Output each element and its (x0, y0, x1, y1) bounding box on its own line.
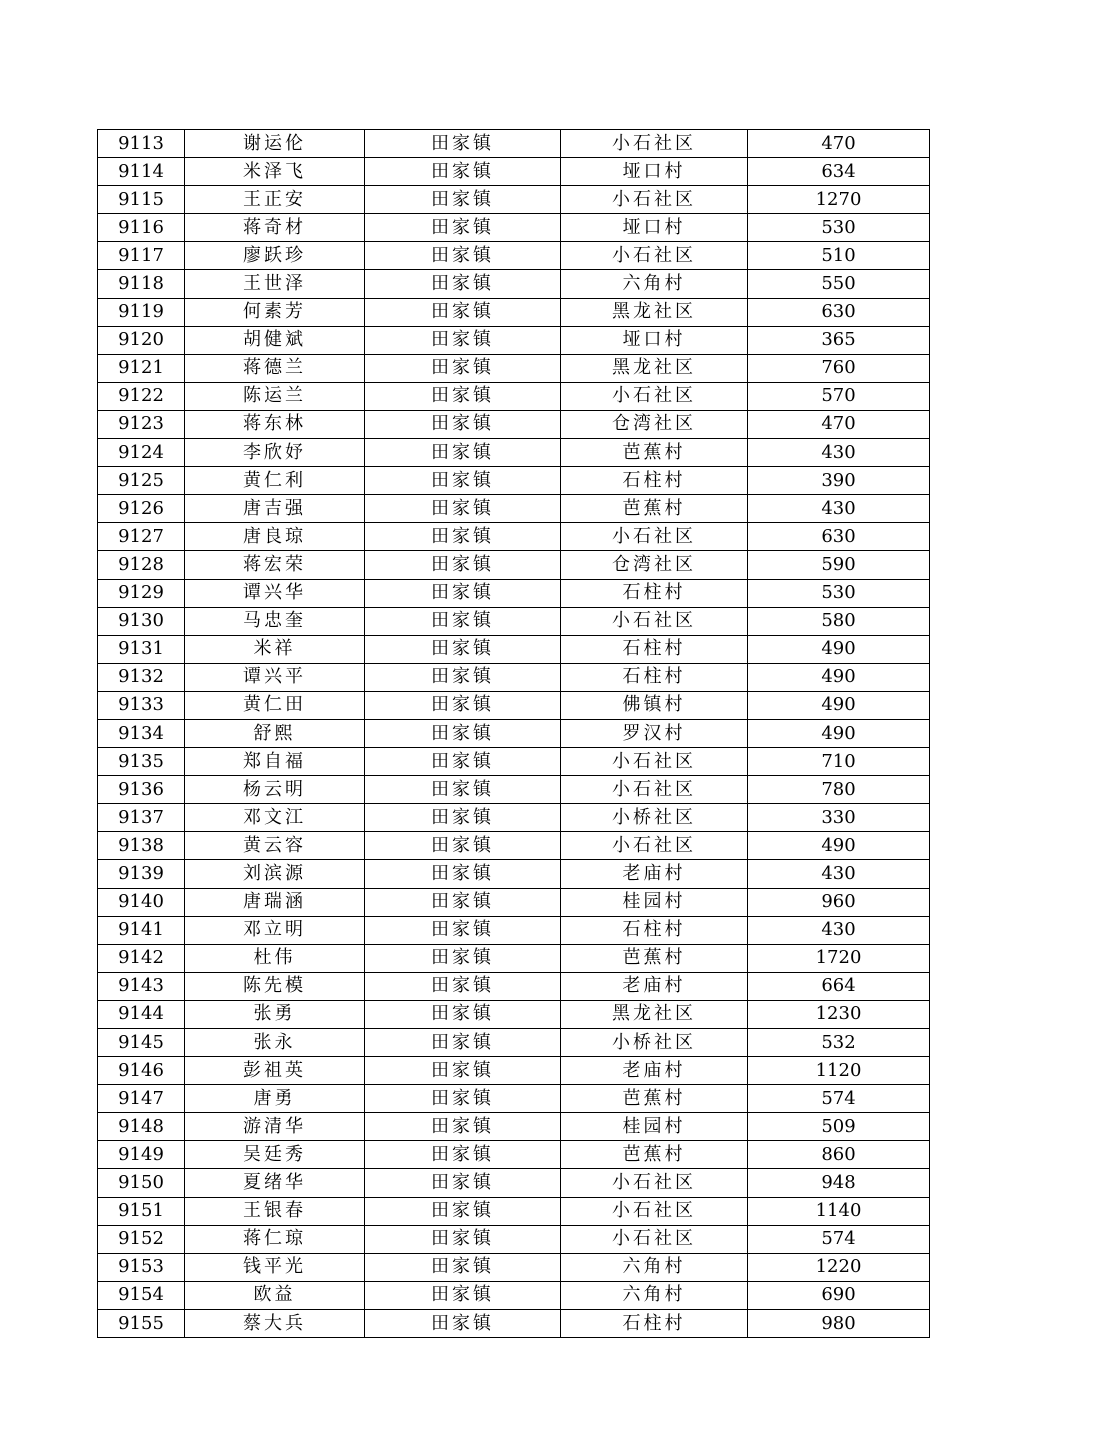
village-cell: 石柱村 (561, 467, 748, 495)
amount-cell: 710 (748, 748, 930, 776)
name-cell: 唐瑞涵 (185, 888, 365, 916)
name-cell: 蒋德兰 (185, 354, 365, 382)
town-cell: 田家镇 (365, 607, 561, 635)
village-cell: 黑龙社区 (561, 354, 748, 382)
town-cell: 田家镇 (365, 1309, 561, 1338)
serial-number-cell: 9135 (98, 748, 185, 776)
amount-cell: 630 (748, 298, 930, 326)
amount-cell: 860 (748, 1141, 930, 1169)
name-cell: 邓文江 (185, 804, 365, 832)
town-cell: 田家镇 (365, 1225, 561, 1253)
village-cell: 石柱村 (561, 635, 748, 663)
serial-number-cell: 9121 (98, 354, 185, 382)
name-cell: 蒋仁琼 (185, 1225, 365, 1253)
data-table (97, 129, 930, 1338)
town-cell: 田家镇 (365, 551, 561, 579)
table-row (98, 916, 930, 944)
amount-cell: 1720 (748, 944, 930, 972)
name-cell: 胡健斌 (185, 326, 365, 354)
town-cell: 田家镇 (365, 1085, 561, 1113)
serial-number-cell: 9124 (98, 439, 185, 467)
serial-number-cell: 9131 (98, 635, 185, 663)
town-cell: 田家镇 (365, 1000, 561, 1028)
village-cell: 芭蕉村 (561, 439, 748, 467)
name-cell: 欧益 (185, 1281, 365, 1309)
town-cell: 田家镇 (365, 860, 561, 888)
name-cell: 吴廷秀 (185, 1141, 365, 1169)
village-cell: 佛镇村 (561, 691, 748, 719)
table-body (98, 130, 930, 1338)
town-cell: 田家镇 (365, 944, 561, 972)
village-cell: 垭口村 (561, 326, 748, 354)
town-cell: 田家镇 (365, 719, 561, 747)
town-cell: 田家镇 (365, 916, 561, 944)
village-cell: 小石社区 (561, 130, 748, 158)
serial-number-cell: 9148 (98, 1113, 185, 1141)
amount-cell: 510 (748, 242, 930, 270)
amount-cell: 490 (748, 719, 930, 747)
table-row (98, 579, 930, 607)
table-row (98, 944, 930, 972)
serial-number-cell: 9132 (98, 663, 185, 691)
name-cell: 黄仁利 (185, 467, 365, 495)
village-cell: 垭口村 (561, 214, 748, 242)
amount-cell: 530 (748, 214, 930, 242)
town-cell: 田家镇 (365, 663, 561, 691)
amount-cell: 760 (748, 354, 930, 382)
table-row (98, 1169, 930, 1197)
name-cell: 蔡大兵 (185, 1309, 365, 1338)
town-cell: 田家镇 (365, 1141, 561, 1169)
serial-number-cell: 9126 (98, 495, 185, 523)
town-cell: 田家镇 (365, 410, 561, 438)
amount-cell: 430 (748, 860, 930, 888)
table-row (98, 410, 930, 438)
town-cell: 田家镇 (365, 186, 561, 214)
town-cell: 田家镇 (365, 972, 561, 1000)
name-cell: 唐勇 (185, 1085, 365, 1113)
table-row (98, 691, 930, 719)
serial-number-cell: 9139 (98, 860, 185, 888)
table-row (98, 607, 930, 635)
village-cell: 六角村 (561, 1281, 748, 1309)
table-row (98, 1309, 930, 1338)
village-cell: 六角村 (561, 1253, 748, 1281)
name-cell: 舒熙 (185, 719, 365, 747)
village-cell: 石柱村 (561, 663, 748, 691)
village-cell: 小石社区 (561, 832, 748, 860)
name-cell: 夏绪华 (185, 1169, 365, 1197)
name-cell: 蒋奇材 (185, 214, 365, 242)
table-row (98, 326, 930, 354)
town-cell: 田家镇 (365, 579, 561, 607)
table-row (98, 1029, 930, 1057)
amount-cell: 365 (748, 326, 930, 354)
name-cell: 蒋宏荣 (185, 551, 365, 579)
amount-cell: 532 (748, 1029, 930, 1057)
name-cell: 陈先模 (185, 972, 365, 1000)
serial-number-cell: 9150 (98, 1169, 185, 1197)
village-cell: 小桥社区 (561, 1029, 748, 1057)
village-cell: 芭蕉村 (561, 495, 748, 523)
town-cell: 田家镇 (365, 523, 561, 551)
serial-number-cell: 9128 (98, 551, 185, 579)
name-cell: 李欣妤 (185, 439, 365, 467)
name-cell: 张永 (185, 1029, 365, 1057)
table-row (98, 1281, 930, 1309)
amount-cell: 1140 (748, 1197, 930, 1225)
amount-cell: 948 (748, 1169, 930, 1197)
village-cell: 小石社区 (561, 382, 748, 410)
amount-cell: 470 (748, 410, 930, 438)
amount-cell: 470 (748, 130, 930, 158)
table-row (98, 1113, 930, 1141)
village-cell: 仓湾社区 (561, 551, 748, 579)
serial-number-cell: 9143 (98, 972, 185, 1000)
town-cell: 田家镇 (365, 158, 561, 186)
table-row (98, 495, 930, 523)
table-row (98, 467, 930, 495)
village-cell: 小桥社区 (561, 804, 748, 832)
amount-cell: 490 (748, 691, 930, 719)
serial-number-cell: 9145 (98, 1029, 185, 1057)
serial-number-cell: 9125 (98, 467, 185, 495)
name-cell: 马忠奎 (185, 607, 365, 635)
name-cell: 黄仁田 (185, 691, 365, 719)
table-row (98, 214, 930, 242)
name-cell: 谭兴平 (185, 663, 365, 691)
table-row (98, 1085, 930, 1113)
name-cell: 黄云容 (185, 832, 365, 860)
table-row (98, 242, 930, 270)
village-cell: 黑龙社区 (561, 1000, 748, 1028)
serial-number-cell: 9152 (98, 1225, 185, 1253)
table-row (98, 1253, 930, 1281)
village-cell: 罗汉村 (561, 719, 748, 747)
village-cell: 石柱村 (561, 916, 748, 944)
serial-number-cell: 9153 (98, 1253, 185, 1281)
table-row (98, 804, 930, 832)
serial-number-cell: 9142 (98, 944, 185, 972)
table-row (98, 382, 930, 410)
amount-cell: 780 (748, 776, 930, 804)
table-row (98, 130, 930, 158)
village-cell: 仓湾社区 (561, 410, 748, 438)
table-row (98, 776, 930, 804)
town-cell: 田家镇 (365, 354, 561, 382)
town-cell: 田家镇 (365, 1281, 561, 1309)
name-cell: 刘滨源 (185, 860, 365, 888)
name-cell: 邓立明 (185, 916, 365, 944)
serial-number-cell: 9117 (98, 242, 185, 270)
name-cell: 谢运伦 (185, 130, 365, 158)
table-row (98, 663, 930, 691)
amount-cell: 1270 (748, 186, 930, 214)
town-cell: 田家镇 (365, 298, 561, 326)
town-cell: 田家镇 (365, 326, 561, 354)
town-cell: 田家镇 (365, 130, 561, 158)
town-cell: 田家镇 (365, 1169, 561, 1197)
serial-number-cell: 9136 (98, 776, 185, 804)
table-row (98, 354, 930, 382)
town-cell: 田家镇 (365, 691, 561, 719)
serial-number-cell: 9155 (98, 1309, 185, 1338)
town-cell: 田家镇 (365, 242, 561, 270)
town-cell: 田家镇 (365, 382, 561, 410)
town-cell: 田家镇 (365, 635, 561, 663)
amount-cell: 590 (748, 551, 930, 579)
serial-number-cell: 9120 (98, 326, 185, 354)
town-cell: 田家镇 (365, 214, 561, 242)
serial-number-cell: 9147 (98, 1085, 185, 1113)
village-cell: 小石社区 (561, 523, 748, 551)
amount-cell: 1220 (748, 1253, 930, 1281)
town-cell: 田家镇 (365, 776, 561, 804)
amount-cell: 430 (748, 916, 930, 944)
name-cell: 杨云明 (185, 776, 365, 804)
table-row (98, 972, 930, 1000)
serial-number-cell: 9118 (98, 270, 185, 298)
serial-number-cell: 9144 (98, 1000, 185, 1028)
serial-number-cell: 9149 (98, 1141, 185, 1169)
table-row (98, 1225, 930, 1253)
village-cell: 小石社区 (561, 748, 748, 776)
town-cell: 田家镇 (365, 1197, 561, 1225)
amount-cell: 1120 (748, 1057, 930, 1085)
name-cell: 谭兴华 (185, 579, 365, 607)
table-row (98, 523, 930, 551)
town-cell: 田家镇 (365, 1029, 561, 1057)
name-cell: 陈运兰 (185, 382, 365, 410)
serial-number-cell: 9140 (98, 888, 185, 916)
village-cell: 石柱村 (561, 1309, 748, 1338)
table-row (98, 719, 930, 747)
town-cell: 田家镇 (365, 495, 561, 523)
village-cell: 芭蕉村 (561, 1141, 748, 1169)
village-cell: 黑龙社区 (561, 298, 748, 326)
name-cell: 王世泽 (185, 270, 365, 298)
village-cell: 小石社区 (561, 186, 748, 214)
amount-cell: 530 (748, 579, 930, 607)
amount-cell: 690 (748, 1281, 930, 1309)
amount-cell: 490 (748, 663, 930, 691)
serial-number-cell: 9130 (98, 607, 185, 635)
village-cell: 桂园村 (561, 1113, 748, 1141)
serial-number-cell: 9119 (98, 298, 185, 326)
village-cell: 老庙村 (561, 972, 748, 1000)
amount-cell: 634 (748, 158, 930, 186)
amount-cell: 509 (748, 1113, 930, 1141)
table-row (98, 1141, 930, 1169)
name-cell: 游清华 (185, 1113, 365, 1141)
amount-cell: 490 (748, 832, 930, 860)
name-cell: 杜伟 (185, 944, 365, 972)
table-row (98, 748, 930, 776)
serial-number-cell: 9151 (98, 1197, 185, 1225)
table-row (98, 1197, 930, 1225)
table-row (98, 832, 930, 860)
serial-number-cell: 9154 (98, 1281, 185, 1309)
amount-cell: 570 (748, 382, 930, 410)
village-cell: 芭蕉村 (561, 944, 748, 972)
town-cell: 田家镇 (365, 439, 561, 467)
village-cell: 小石社区 (561, 1225, 748, 1253)
table-row (98, 888, 930, 916)
name-cell: 钱平光 (185, 1253, 365, 1281)
village-cell: 芭蕉村 (561, 1085, 748, 1113)
village-cell: 石柱村 (561, 579, 748, 607)
table-row (98, 439, 930, 467)
serial-number-cell: 9138 (98, 832, 185, 860)
table-row (98, 1057, 930, 1085)
serial-number-cell: 9137 (98, 804, 185, 832)
town-cell: 田家镇 (365, 748, 561, 776)
village-cell: 桂园村 (561, 888, 748, 916)
name-cell: 张勇 (185, 1000, 365, 1028)
amount-cell: 390 (748, 467, 930, 495)
serial-number-cell: 9123 (98, 410, 185, 438)
name-cell: 廖跃珍 (185, 242, 365, 270)
amount-cell: 1230 (748, 1000, 930, 1028)
serial-number-cell: 9127 (98, 523, 185, 551)
village-cell: 小石社区 (561, 242, 748, 270)
town-cell: 田家镇 (365, 270, 561, 298)
name-cell: 唐良琼 (185, 523, 365, 551)
table-row (98, 860, 930, 888)
serial-number-cell: 9134 (98, 719, 185, 747)
name-cell: 蒋东林 (185, 410, 365, 438)
name-cell: 王正安 (185, 186, 365, 214)
amount-cell: 490 (748, 635, 930, 663)
town-cell: 田家镇 (365, 888, 561, 916)
serial-number-cell: 9116 (98, 214, 185, 242)
village-cell: 老庙村 (561, 860, 748, 888)
amount-cell: 330 (748, 804, 930, 832)
table-row (98, 270, 930, 298)
village-cell: 小石社区 (561, 1169, 748, 1197)
village-cell: 小石社区 (561, 776, 748, 804)
serial-number-cell: 9133 (98, 691, 185, 719)
amount-cell: 430 (748, 495, 930, 523)
name-cell: 米泽飞 (185, 158, 365, 186)
serial-number-cell: 9114 (98, 158, 185, 186)
amount-cell: 574 (748, 1225, 930, 1253)
village-cell: 六角村 (561, 270, 748, 298)
town-cell: 田家镇 (365, 832, 561, 860)
amount-cell: 574 (748, 1085, 930, 1113)
name-cell: 唐吉强 (185, 495, 365, 523)
serial-number-cell: 9141 (98, 916, 185, 944)
name-cell: 郑自福 (185, 748, 365, 776)
name-cell: 王银春 (185, 1197, 365, 1225)
table-row (98, 186, 930, 214)
table-row (98, 635, 930, 663)
amount-cell: 550 (748, 270, 930, 298)
village-cell: 小石社区 (561, 607, 748, 635)
serial-number-cell: 9129 (98, 579, 185, 607)
village-cell: 小石社区 (561, 1197, 748, 1225)
serial-number-cell: 9122 (98, 382, 185, 410)
village-cell: 老庙村 (561, 1057, 748, 1085)
name-cell: 米祥 (185, 635, 365, 663)
table-row (98, 551, 930, 579)
table-row (98, 298, 930, 326)
serial-number-cell: 9146 (98, 1057, 185, 1085)
amount-cell: 430 (748, 439, 930, 467)
amount-cell: 664 (748, 972, 930, 1000)
amount-cell: 580 (748, 607, 930, 635)
village-cell: 垭口村 (561, 158, 748, 186)
name-cell: 何素芳 (185, 298, 365, 326)
town-cell: 田家镇 (365, 1113, 561, 1141)
serial-number-cell: 9115 (98, 186, 185, 214)
amount-cell: 960 (748, 888, 930, 916)
table-row (98, 1000, 930, 1028)
serial-number-cell: 9113 (98, 130, 185, 158)
amount-cell: 980 (748, 1309, 930, 1338)
town-cell: 田家镇 (365, 467, 561, 495)
table-row (98, 158, 930, 186)
town-cell: 田家镇 (365, 1253, 561, 1281)
name-cell: 彭祖英 (185, 1057, 365, 1085)
town-cell: 田家镇 (365, 804, 561, 832)
town-cell: 田家镇 (365, 1057, 561, 1085)
amount-cell: 630 (748, 523, 930, 551)
